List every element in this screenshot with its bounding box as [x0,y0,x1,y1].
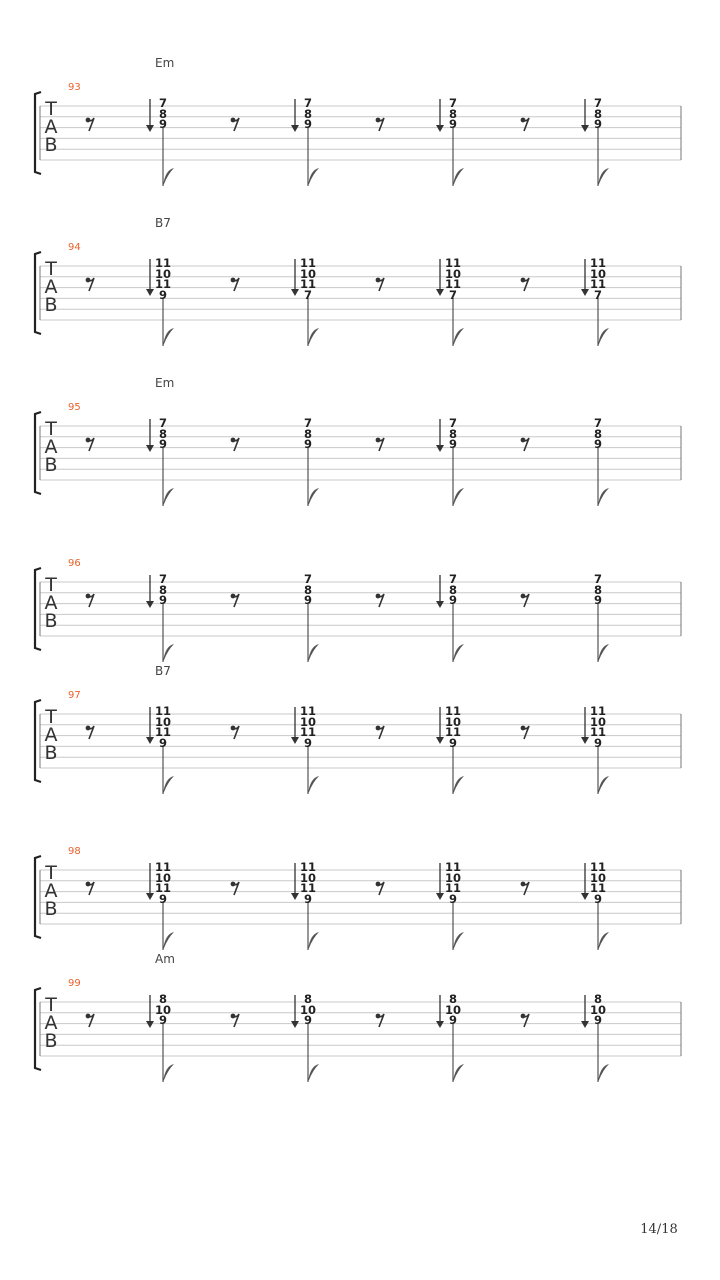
tab-staff [0,56,720,186]
eighth-rest [521,1014,529,1027]
fret-number: 9 [593,1013,602,1028]
fret-chord [440,994,466,1026]
measure-number: 96 [68,558,81,569]
fret-number: 11 [299,725,316,740]
measure-number: 97 [68,690,81,701]
fret-number: 9 [158,1013,167,1028]
fret-number: 10 [299,870,316,885]
note-stem [598,1024,609,1082]
fret-chord [585,418,611,450]
eighth-rest [231,882,239,895]
fret-chord [440,574,466,606]
tab-clef-letter: B [44,610,58,632]
tab-clef-letter: A [44,116,58,138]
tab-clef [42,420,60,474]
tab-clef [42,996,60,1050]
fret-number: 8 [448,582,457,597]
eighth-rest [376,594,384,607]
fret-chord [585,258,611,301]
fret-number: 9 [593,593,602,608]
fret-number: 8 [158,106,167,121]
fret-chord [150,862,176,905]
tab-clef-letter: A [44,592,58,614]
tab-clef-letter: B [44,134,58,156]
fret-number: 11 [589,725,606,740]
fret-chord [440,706,466,749]
fret-chord [295,706,321,749]
measure-number: 99 [68,978,81,989]
fret-chord [150,98,176,130]
note-stem [163,128,174,186]
fret-number: 11 [589,704,606,718]
note-stem [598,448,609,506]
tab-clef-letter: A [44,1012,58,1034]
fret-number: 10 [589,266,606,281]
tab-staff [0,820,720,950]
note-stem [308,902,319,950]
eighth-rest [86,278,94,291]
fret-number: 9 [448,117,457,132]
fret-number: 8 [593,992,602,1006]
tab-clef-letter: A [44,724,58,746]
fret-number: 10 [444,266,461,281]
fret-number: 7 [158,416,167,430]
fret-number: 10 [444,1002,461,1017]
fret-number: 11 [589,256,606,270]
fret-chord [585,862,611,905]
eighth-rest [231,118,239,131]
fret-number: 9 [158,117,167,132]
fret-number: 8 [303,992,312,1006]
note-stem [163,448,174,506]
fret-number: 11 [154,277,171,292]
fret-number: 9 [448,892,457,907]
eighth-rest [86,594,94,607]
fret-number: 8 [158,582,167,597]
fret-number: 7 [448,96,457,110]
tab-clef-letter: T [45,994,57,1016]
fret-number: 10 [154,1002,171,1017]
fret-number: 11 [154,881,171,896]
fret-number: 10 [154,714,171,729]
tab-clef-letter: B [44,454,58,476]
note-stem [308,298,319,346]
fret-number: 10 [589,1002,606,1017]
note-stem [163,746,174,794]
fret-number: 11 [589,277,606,292]
fret-number: 11 [444,881,461,896]
chord-name: Em [155,56,175,70]
measure-number: 94 [68,242,81,253]
eighth-rest [376,1014,384,1027]
tab-clef-letter: A [44,276,58,298]
fret-number: 9 [448,1013,457,1028]
note-stem [308,128,319,186]
page-number: 14/18 [640,1222,678,1237]
eighth-rest [231,726,239,739]
fret-number: 10 [154,266,171,281]
tab-system [0,664,720,784]
fret-chord [440,862,466,905]
eighth-rest [86,882,94,895]
tab-system [0,216,720,336]
fret-chord [295,418,321,450]
tab-clef-letter: T [45,258,57,280]
fret-number: 7 [593,416,602,430]
fret-chord [295,994,321,1026]
tab-clef [42,576,60,630]
fret-number: 7 [448,572,457,586]
fret-number: 8 [448,992,457,1006]
fret-number: 11 [299,256,316,270]
fret-number: 9 [303,437,312,452]
note-stem [453,1024,464,1082]
fret-number: 8 [448,106,457,121]
fret-number: 10 [299,1002,316,1017]
eighth-rest [231,278,239,291]
fret-number: 10 [589,870,606,885]
fret-number: 8 [303,582,312,597]
fret-number: 11 [154,860,171,874]
fret-number: 9 [448,593,457,608]
fret-number: 8 [593,582,602,597]
fret-number: 10 [299,714,316,729]
fret-chord [585,98,611,130]
fret-chord [295,862,321,905]
note-stem [163,902,174,950]
eighth-rest [521,278,529,291]
tab-clef-letter: B [44,294,58,316]
eighth-rest [86,118,94,131]
tab-clef-letter: A [44,436,58,458]
fret-number: 7 [448,416,457,430]
tab-clef [42,260,60,314]
fret-number: 9 [303,593,312,608]
eighth-rest [521,594,529,607]
fret-number: 7 [158,572,167,586]
fret-number: 9 [303,892,312,907]
note-stem [308,746,319,794]
tab-clef-letter: B [44,898,58,920]
chord-name: B7 [155,664,171,678]
note-stem [598,128,609,186]
fret-number: 10 [154,870,171,885]
tab-clef-letter: B [44,742,58,764]
fret-number: 11 [589,860,606,874]
fret-number: 7 [158,96,167,110]
chord-name: B7 [155,216,171,230]
eighth-rest [86,1014,94,1027]
fret-number: 11 [444,256,461,270]
note-stem [308,604,319,662]
tab-system [0,820,720,940]
note-stem [453,298,464,346]
tab-staff [0,952,720,1082]
tab-clef-letter: T [45,706,57,728]
fret-number: 7 [593,572,602,586]
tab-staff [0,216,720,346]
fret-number: 7 [303,416,312,430]
tab-clef-letter: T [45,418,57,440]
fret-number: 11 [444,704,461,718]
fret-chord [295,98,321,130]
fret-chord [440,258,466,301]
fret-number: 9 [158,593,167,608]
note-stem [453,448,464,506]
fret-number: 7 [303,572,312,586]
note-stem [163,1024,174,1082]
fret-number: 7 [303,96,312,110]
note-stem [598,902,609,950]
tab-staff [0,376,720,506]
fret-chord [585,574,611,606]
eighth-rest [376,726,384,739]
tab-clef [42,864,60,918]
fret-chord [585,994,611,1026]
fret-chord [150,706,176,749]
eighth-rest [86,438,94,451]
note-stem [598,746,609,794]
tab-system [0,952,720,1072]
tab-clef-letter: B [44,1030,58,1052]
fret-number: 8 [303,106,312,121]
fret-number: 10 [444,714,461,729]
fret-number: 10 [299,266,316,281]
chord-name: Em [155,376,175,390]
fret-number: 11 [299,881,316,896]
note-stem [453,746,464,794]
tab-clef-letter: T [45,574,57,596]
fret-number: 8 [158,426,167,441]
note-stem [308,448,319,506]
fret-number: 11 [299,704,316,718]
fret-number: 9 [303,117,312,132]
eighth-rest [231,1014,239,1027]
tab-staff [0,532,720,662]
tab-staff [0,664,720,794]
eighth-rest [231,438,239,451]
fret-number: 11 [154,704,171,718]
note-stem [453,604,464,662]
fret-number: 9 [593,736,602,751]
eighth-rest [86,726,94,739]
fret-number: 10 [589,714,606,729]
eighth-rest [521,118,529,131]
fret-number: 11 [299,860,316,874]
fret-number: 9 [158,288,167,303]
tab-clef-letter: T [45,98,57,120]
fret-number: 11 [154,256,171,270]
fret-number: 9 [593,117,602,132]
fret-number: 11 [589,881,606,896]
fret-number: 9 [448,437,457,452]
chord-name: Am [155,952,175,966]
fret-number: 7 [303,288,312,303]
fret-number: 11 [444,277,461,292]
eighth-rest [376,882,384,895]
fret-number: 9 [158,892,167,907]
fret-number: 9 [593,892,602,907]
note-stem [453,128,464,186]
tab-system [0,56,720,176]
measure-number: 93 [68,82,81,93]
note-stem [163,298,174,346]
fret-number: 8 [448,426,457,441]
fret-chord [295,574,321,606]
tab-system [0,376,720,496]
fret-number: 11 [444,725,461,740]
eighth-rest [376,278,384,291]
tab-clef [42,708,60,762]
fret-number: 9 [303,1013,312,1028]
note-stem [598,298,609,346]
note-stem [453,902,464,950]
fret-chord [295,258,321,301]
fret-chord [440,418,466,450]
fret-chord [150,258,176,301]
fret-chord [150,574,176,606]
measure-number: 95 [68,402,81,413]
fret-number: 11 [154,725,171,740]
tab-system [0,532,720,652]
fret-chord [440,98,466,130]
fret-number: 11 [299,277,316,292]
note-stem [308,1024,319,1082]
fret-number: 9 [303,736,312,751]
eighth-rest [521,726,529,739]
tab-clef-letter: A [44,880,58,902]
fret-chord [150,994,176,1026]
fret-number: 9 [593,437,602,452]
eighth-rest [521,438,529,451]
fret-number: 8 [593,106,602,121]
tab-clef-letter: T [45,862,57,884]
fret-number: 9 [158,437,167,452]
fret-number: 8 [158,992,167,1006]
fret-number: 9 [158,736,167,751]
fret-chord [585,706,611,749]
fret-chord [150,418,176,450]
eighth-rest [231,594,239,607]
fret-number: 8 [303,426,312,441]
fret-number: 10 [444,870,461,885]
fret-number: 7 [593,288,602,303]
tab-clef [42,100,60,154]
measure-number: 98 [68,846,81,857]
eighth-rest [521,882,529,895]
eighth-rest [376,118,384,131]
fret-number: 11 [444,860,461,874]
fret-number: 7 [593,96,602,110]
fret-number: 7 [448,288,457,303]
eighth-rest [376,438,384,451]
fret-number: 9 [448,736,457,751]
note-stem [163,604,174,662]
fret-number: 8 [593,426,602,441]
note-stem [598,604,609,662]
